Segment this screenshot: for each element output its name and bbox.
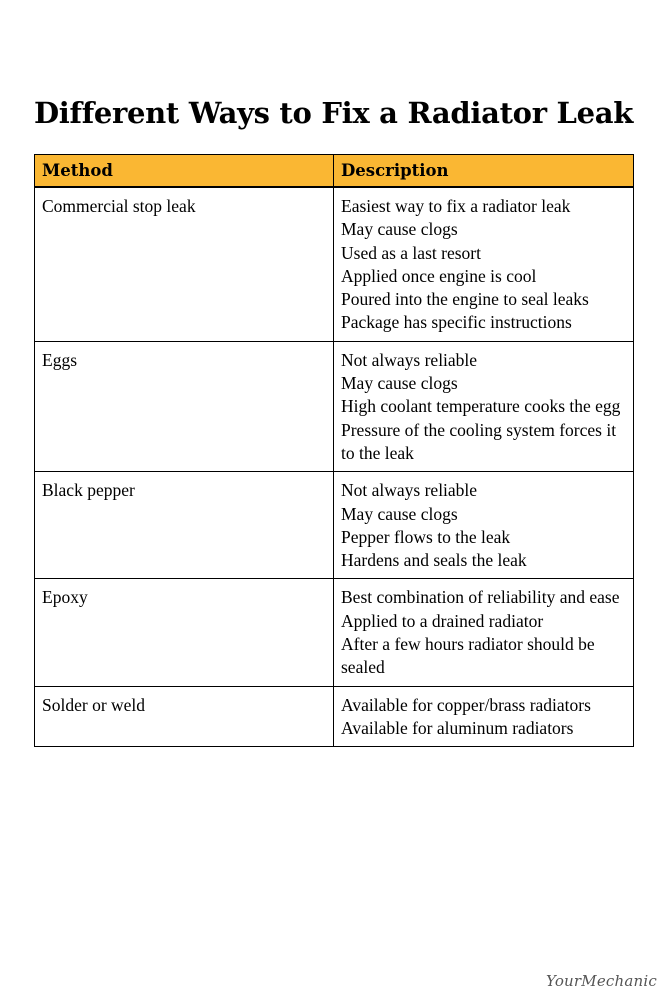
description-cell — [334, 187, 634, 341]
description-column-header: Description — [334, 155, 634, 188]
page-title: Different Ways to Fix a Radiator Leak — [33, 96, 634, 130]
description-line: Pepper flows to the leak — [341, 526, 511, 547]
table-row — [35, 686, 634, 747]
method-column-header: Method — [35, 155, 334, 188]
description-cell — [334, 341, 634, 471]
description-line: After a few hours radiator should be sealed — [341, 634, 595, 678]
method-cell: Black pepper — [35, 472, 334, 579]
description-line: Easiest way to fix a radiator leak — [341, 196, 571, 216]
description-line: Poured into the engine to seal leaks — [341, 289, 589, 310]
description-line: Hardens and seals the leak — [341, 550, 527, 571]
description-cell — [334, 686, 634, 747]
description-line: Applied to a drained radiator — [341, 610, 544, 631]
description-line: Best combination of reliability and ease — [341, 587, 620, 608]
yourmechanic-logo: YourMechanic — [546, 972, 657, 990]
description-line: Available for aluminum radiators — [341, 717, 574, 738]
method-cell: Solder or weld — [35, 686, 334, 747]
description-line: Package has specific instructions — [341, 312, 572, 333]
table-row — [35, 472, 634, 579]
description-line: May cause clogs — [341, 373, 458, 394]
table-row — [35, 579, 634, 686]
table-header-row — [35, 155, 634, 188]
method-cell: Eggs — [35, 341, 334, 471]
table-row — [35, 187, 634, 341]
description-cell — [334, 472, 634, 579]
description-line: Used as a last resort — [341, 242, 481, 263]
description-line: Not always reliable — [341, 349, 478, 370]
description-line: Not always reliable — [341, 480, 478, 501]
description-line: Applied once engine is cool — [341, 265, 537, 286]
description-line: High coolant temperature cooks the egg — [341, 396, 621, 417]
description-cell — [334, 579, 634, 686]
description-line: Available for copper/brass radiators — [341, 694, 591, 715]
table-row — [35, 341, 634, 471]
description-line: May cause clogs — [341, 503, 458, 524]
methods-table — [34, 154, 634, 747]
method-cell: Epoxy — [35, 579, 334, 686]
description-line: May cause clogs — [341, 219, 458, 240]
method-cell: Commercial stop leak — [35, 187, 334, 341]
description-line: Pressure of the cooling system forces it to the leak — [341, 419, 617, 463]
